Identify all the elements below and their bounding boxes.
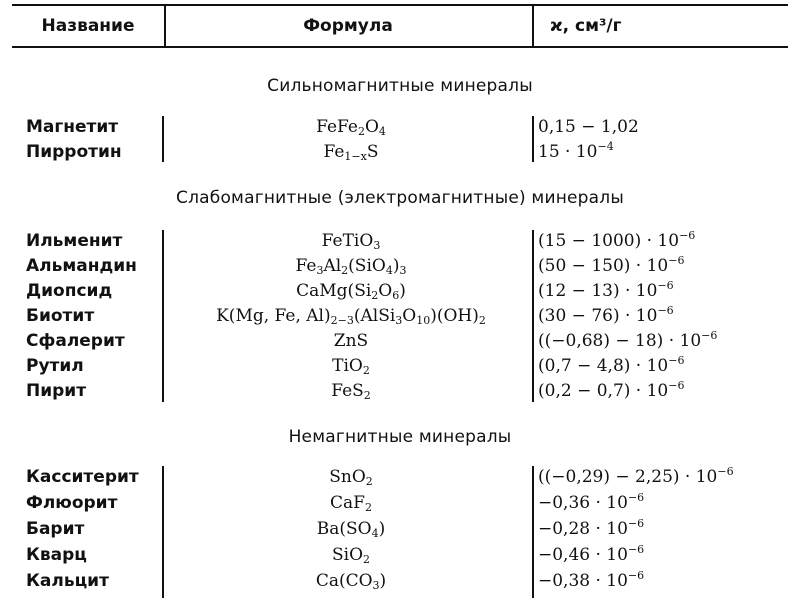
mineral-name: Сфалерит [26,331,125,351]
mineral-name: Флюорит [26,493,118,513]
column-divider [162,230,164,402]
mineral-formula: TiO$_2$ [332,356,370,377]
susceptibility-value: $(50 - 150) \cdot 10^{-6}$ [538,254,685,276]
mineral-name: Магнетит [26,117,119,137]
table-row [12,569,788,593]
mineral-name: Кальцит [26,571,109,591]
mineral-name: Рутил [26,356,84,376]
table-row [12,279,788,303]
susceptibility-value: 0,15 − 1,02 [538,117,639,137]
mineral-formula: $Ba(SO_4)$ [316,519,386,540]
table-row [12,140,788,164]
column-divider [532,116,534,162]
table-row [12,491,788,515]
susceptibility-value: $(12 - 13) \cdot 10^{-6}$ [538,279,674,301]
susceptibility-value: $-0,46 \cdot 10^{-6}$ [538,543,645,565]
column-divider [162,116,164,162]
mineral-name: Пирротин [26,142,122,162]
mineral-name: Диопсид [26,281,113,301]
section-title: Слабомагнитные (электромагнитные) минералы [176,188,624,208]
mineral-name: Барит [26,519,85,539]
mineral-name: Биотит [26,306,95,326]
mineral-formula: SnO$_2$ [329,467,373,488]
mineral-formula: CaF$_2$ [330,493,372,514]
susceptibility-value: $((-0,68) - 18) \cdot 10^{-6}$ [538,329,718,351]
table-row [12,465,788,489]
mineral-formula: $FeFe_2O_4$ [316,117,386,138]
table-row [12,379,788,403]
table-row [12,115,788,139]
header-name: Название [41,16,135,36]
mineral-name: Касситерит [26,467,139,487]
mineral-formula: $Fe_3Al_2(SiO_4)_3$ [295,256,407,277]
section-title: Немагнитные минералы [288,427,512,447]
mineral-formula: $CaMg(Si_2O_6)$ [296,281,406,302]
susceptibility-value: $-0,38 \cdot 10^{-6}$ [538,569,645,591]
mineral-name: Ильменит [26,231,123,251]
susceptibility-value: $(15 - 1000) \cdot 10^{-6}$ [538,229,696,251]
table-row [12,229,788,253]
mineral-formula: FeTiO$_3$ [321,231,381,252]
mineral-formula: SiO$_2$ [331,545,371,566]
susceptibility-value: $(0,2 - 0,7) \cdot 10^{-6}$ [538,379,685,401]
mineral-formula: $Ca(CO_3)$ [315,571,387,592]
table-header [12,4,788,48]
susceptibility-value: $((-0,29) - 2,25) \cdot 10^{-6}$ [538,465,734,487]
table-row [12,304,788,328]
column-divider [162,466,164,598]
column-divider [532,230,534,402]
susceptibility-value: $-0,36 \cdot 10^{-6}$ [538,491,645,513]
header-divider [532,6,534,46]
mineral-formula: FeS$_2$ [331,381,371,402]
mineral-name: Пирит [26,381,87,401]
table-row [12,329,788,353]
susceptibility-value: $15 \cdot 10^{-4}$ [538,140,614,162]
susceptibility-value: $(0,7 - 4,8) \cdot 10^{-6}$ [538,354,685,376]
header-formula: Формула [303,16,393,36]
susceptibility-value: $(30 - 76) \cdot 10^{-6}$ [538,304,674,326]
table-row [12,254,788,278]
mineral-formula: $Fe_{1-x}S$ [323,142,379,163]
mineral-name: Кварц [26,545,87,565]
mineral-formula: ZnS [333,331,369,351]
table-row [12,543,788,567]
susceptibility-value: $-0,28 \cdot 10^{-6}$ [538,517,645,539]
mineral-name: Альмандин [26,256,137,276]
mineral-formula: K(Mg, Fe, $Al)_{2-3}(AlSi_3O_{10})(OH)_2$ [216,306,486,327]
column-divider [532,466,534,598]
table-row [12,517,788,541]
section-title: Сильномагнитные минералы [267,76,533,96]
header-susceptibility: ϰ, см³/г [550,16,622,36]
table-row [12,354,788,378]
